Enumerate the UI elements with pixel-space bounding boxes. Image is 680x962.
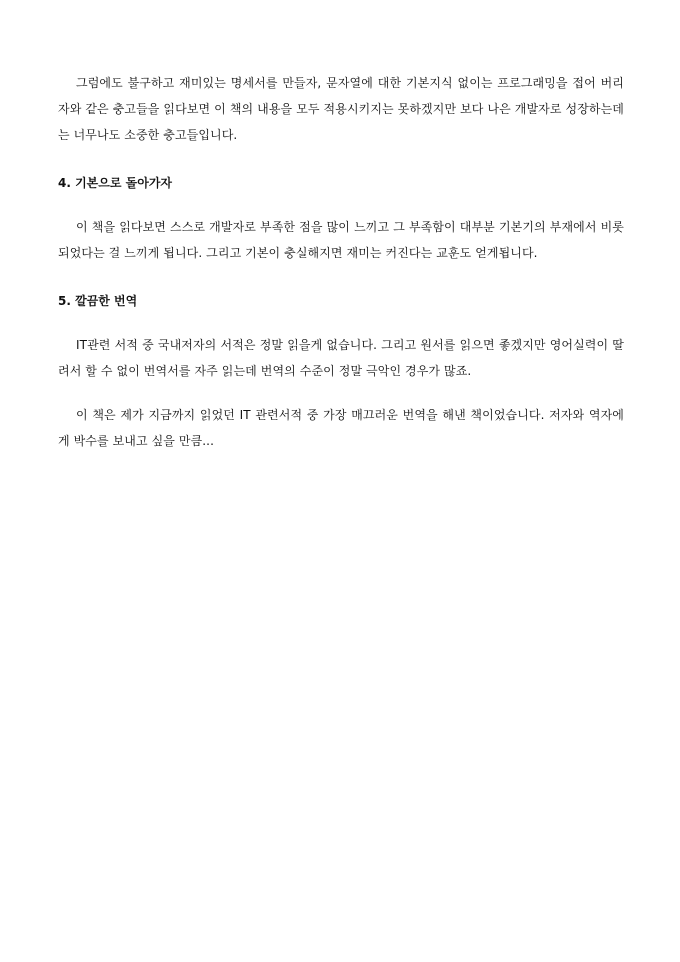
document-page: [58, 70, 624, 454]
spacer: [58, 266, 624, 288]
paragraph-section-4: 이 책을 읽다보면 스스로 개발자로 부족한 점을 많이 느끼고 그 부족함이 대부분 기본기의 부재에서 비롯되었다는 걸 느끼게 됩니다. 그리고 기본이 충실해지면 재미는 커진다는 교훈도 얻게됩니다.: [58, 220, 624, 260]
paragraph-intro: 그럼에도 불구하고 재미있는 명세서를 만들자, 문자열에 대한 기본지식 없이는 프로그래밍을 접어 버리자와 같은 충고들을 읽다보면 이 책의 내용을 모두 적용시키지는 못하겠지만 보다 나은 개발자로 성장하는데는 너무나도 소중한 충고들입니다.: [58, 76, 624, 142]
paragraph-section-5-b: 이 책은 제가 지금까지 읽었던 IT 관련서적 중 가장 매끄러운 번역을 해낸 책이었습니다. 저자와 역자에게 박수를 보내고 싶을 만큼...: [58, 408, 624, 448]
paragraph-section-5-a: IT관련 서적 중 국내저자의 서적은 정말 읽을게 없습니다. 그리고 원서를 읽으면 좋겠지만 영어실력이 딸려서 할 수 없이 번역서를 자주 읽는데 번역의 수준이 정말 극악인 경우가 많죠.: [58, 338, 624, 378]
section-heading-4: 4. 기본으로 돌아가자: [58, 176, 173, 190]
spacer: [58, 314, 624, 332]
spacer: [58, 148, 624, 170]
spacer: [58, 384, 624, 402]
section-heading-5: 5. 깔끔한 번역: [58, 294, 138, 308]
spacer: [58, 196, 624, 214]
